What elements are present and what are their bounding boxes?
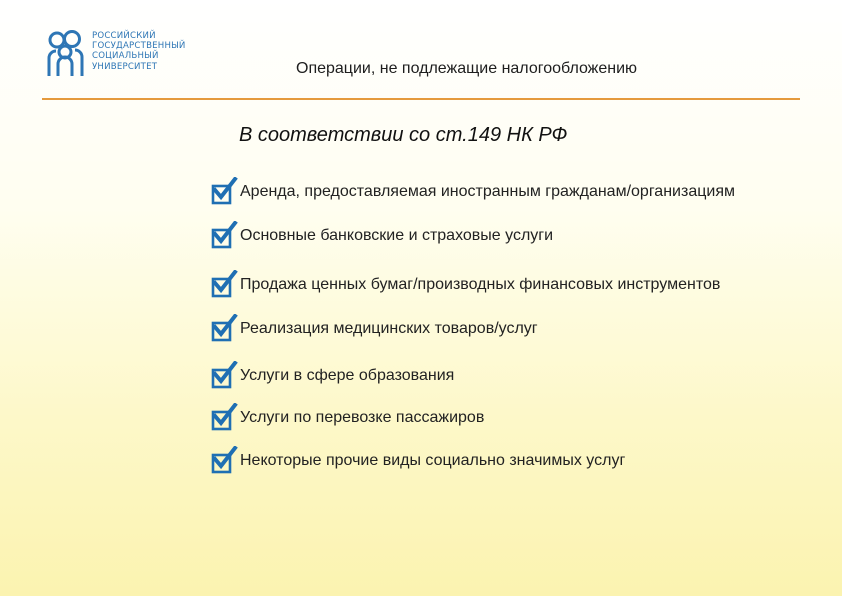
checkbox-checked-icon (210, 403, 238, 431)
list-item-text: Реализация медицинских товаров/услуг (240, 320, 538, 337)
list-item-text: Основные банковские и страховые услуги (240, 227, 554, 244)
checkbox-checked-icon (210, 177, 238, 205)
logo-line-1: РОССИЙСКИЙ (92, 31, 156, 41)
list-item (210, 177, 830, 207)
section-subtitle: В соответствии со ст.149 НК РФ (239, 124, 568, 146)
list-item (210, 403, 830, 433)
list-item-text: Некоторые прочие виды социально значимых услуг (240, 452, 626, 469)
logo-line-3: СОЦИАЛЬНЫЙ (92, 51, 159, 62)
logo-people-icon (46, 30, 86, 78)
checkbox-checked-icon (210, 221, 238, 249)
checkbox-checked-icon (210, 314, 238, 342)
list-item-text: Аренда, предоставляемая иностранным гражданам/организациям (240, 183, 735, 200)
logo-line-4: УНИВЕРСИТЕТ (92, 61, 158, 72)
university-logo (46, 30, 196, 80)
checkbox-checked-icon (210, 446, 238, 474)
page-title: Операции, не подлежащие налогообложению (296, 60, 638, 77)
checkbox-checked-icon (210, 361, 238, 389)
header-divider (42, 98, 800, 100)
list-item-text: Продажа ценных бумаг/производных финансовых инструментов (240, 276, 721, 293)
logo-text (92, 31, 186, 72)
list-item-text: Услуги в сфере образования (240, 367, 455, 384)
list-item (210, 270, 830, 300)
logo-line-2: ГОСУДАРСТВЕННЫЙ (92, 41, 186, 52)
list-item (210, 361, 830, 391)
list-item (210, 221, 830, 251)
checkbox-checked-icon (210, 270, 238, 298)
list-item (210, 446, 830, 476)
list-item-text: Услуги по перевозке пассажиров (240, 409, 485, 426)
list-item (210, 314, 830, 344)
